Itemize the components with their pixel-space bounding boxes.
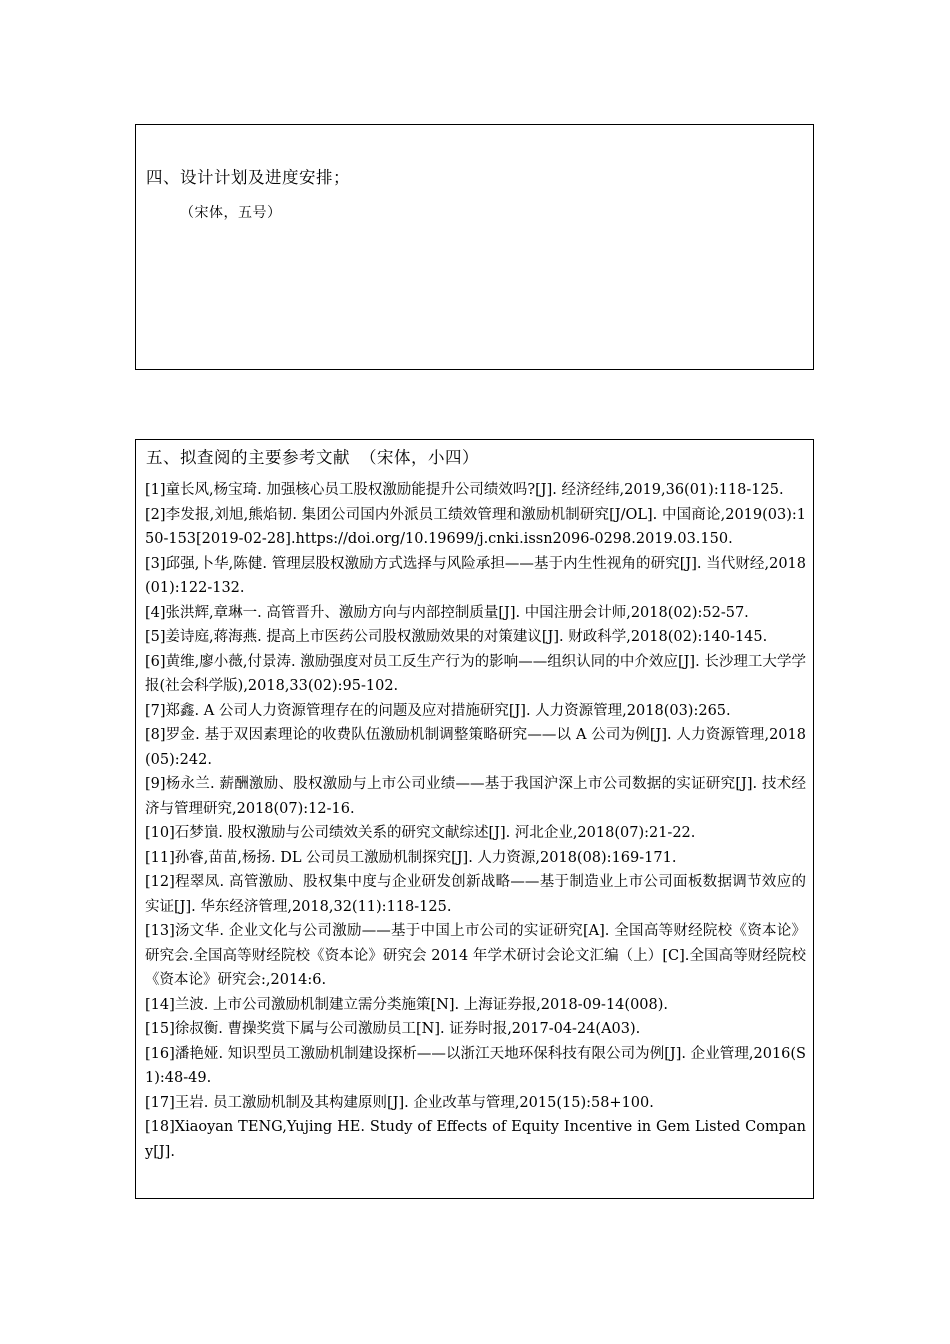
reference-item: [12]程翠凤. 高管激励、股权集中度与企业研发创新战略——基于制造业上市公司面板数据调节效应的实证[J]. 华东经济管理,2018,32(11):118-125. — [145, 874, 806, 915]
reference-item: [10]石梦嵿. 股权激励与公司绩效关系的研究文献综述[J]. 河北企业,2018(07):21-22. — [145, 825, 696, 841]
design-plan-heading: 四、设计计划及进度安排； — [146, 168, 350, 187]
reference-item: [7]郑鑫. A 公司人力资源管理存在的问题及应对措施研究[J]. 人力资源管理,2018(03):265. — [145, 702, 731, 719]
reference-item: [17]王岩. 员工激励机制及其构建原则[J]. 企业改革与管理,2015(15):58+100. — [145, 1094, 654, 1111]
reference-item: [18]Xiaoyan TENG,Yujing HE. Study of Effects of Equity Incentive in Gem Listed Company[J]. — [145, 1119, 806, 1160]
reference-item: [3]邱强,卜华,陈健. 管理层股权激励方式选择与风险承担——基于内生性视角的研究[J]. 当代财经,2018(01):122-132. — [145, 555, 806, 596]
reference-item: [9]杨永兰. 薪酬激励、股权激励与上市公司业绩——基于我国沪深上市公司数据的实证研究[J]. 技术经济与管理研究,2018(07):12-16. — [145, 776, 806, 817]
references-section — [135, 439, 814, 1199]
reference-item: [11]孙睿,苗苗,杨扬. DL 公司员工激励机制探究[J]. 人力资源,2018(08):169-171. — [145, 849, 677, 866]
reference-item: [6]黄维,廖小薇,付景涛. 激励强度对员工反生产行为的影响——组织认同的中介效应[J]. 长沙理工大学学报(社会科学版),2018,33(02):95-102. — [145, 653, 806, 694]
reference-item: [4]张洪辉,章琳一. 高管晋升、激励方向与内部控制质量[J]. 中国注册会计师,2018(02):52-57. — [145, 604, 749, 621]
reference-item: [15]徐叔衡. 曹操奖赏下属与公司激励员工[N]. 证券时报,2017-04-24(A03). — [145, 1021, 641, 1037]
reference-item: [14]兰波. 上市公司激励机制建立需分类施策[N]. 上海证券报,2018-09-14(008). — [145, 996, 669, 1013]
reference-item: [5]姜诗庭,蒋海燕. 提高上市医药公司股权激励效果的对策建议[J]. 财政科学,2018(02):140-145. — [145, 629, 768, 645]
design-plan-section — [135, 124, 814, 370]
reference-item: [8]罗金. 基于双因素理论的收费队伍激励机制调整策略研究——以 A 公司为例[J]. 人力资源管理,2018(05):242. — [145, 727, 806, 768]
reference-item: [16]潘艳娅. 知识型员工激励机制建设探析——以浙江天地环保科技有限公司为例[J]. 企业管理,2016(S1):48-49. — [145, 1045, 806, 1086]
design-plan-font-note: （宋体，五号） — [180, 205, 282, 221]
references-font-note: （宋体，小四） — [360, 448, 479, 467]
reference-list — [145, 478, 806, 1164]
reference-item: [13]汤文华. 企业文化与公司激励——基于中国上市公司的实证研究[A]. 全国高等财经院校《资本论》研究会.全国高等财经院校《资本论》研究会 2014 年学术研讨会论文汇编（上）[C].全国高等财经院校《资本论》研究会:,2014:6. — [145, 923, 806, 988]
references-heading-title: 五、拟查阅的主要参考文献 — [146, 448, 350, 467]
reference-item: [1]童长风,杨宝琦. 加强核心员工股权激励能提升公司绩效吗?[J]. 经济经纬,2019,36(01):118-125. — [145, 482, 784, 498]
references-heading — [146, 444, 479, 468]
reference-item: [2]李发报,刘旭,熊焰韧. 集团公司国内外派员工绩效管理和激励机制研究[J/OL]. 中国商论,2019(03):150-153[2019-02-28].https://doi.org/10.19699/j.cnki.issn2096-0298.2019.03.150. — [145, 506, 806, 547]
